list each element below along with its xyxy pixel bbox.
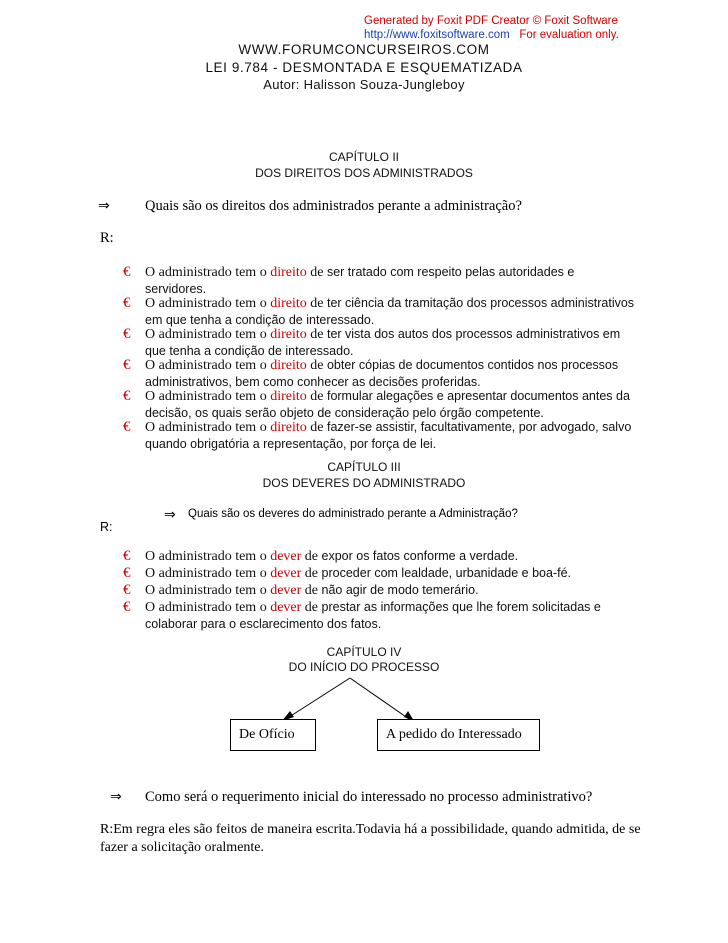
branch-line-left bbox=[286, 678, 350, 719]
list-item: O administrado tem o direito de ter ciência da tramitação dos processos administrativos em que tenha a condição de interessado. bbox=[145, 296, 635, 327]
euro-bullet-icon: € bbox=[123, 548, 131, 564]
chapter2-question: Quais são os direitos dos administrados perante a administração? bbox=[145, 198, 522, 214]
euro-bullet-icon: € bbox=[123, 599, 131, 615]
euro-bullet-icon: € bbox=[123, 264, 131, 280]
chapter4-question: Como será o requerimento inicial do interessado no processo administrativo? bbox=[145, 789, 593, 805]
chapter2-number: CAPÍTULO II bbox=[328, 150, 399, 164]
diagram-box-a-pedido: A pedido do Interessado bbox=[377, 719, 540, 751]
list-item: O administrado tem o direito de obter cópias de documentos contidos nos processos administrativos, bem como conhecer as decisões proferidas. bbox=[145, 358, 619, 389]
watermark-line1: Generated by Foxit PDF Creator © Foxit Software bbox=[364, 15, 618, 27]
euro-bullet-icon: € bbox=[123, 419, 131, 435]
chapter4-answer: R:Em regra eles são feitos de maneira escrita.Todavia há a possibilidade, quando admitida, de se fazer a solicitação oralmente. bbox=[100, 822, 641, 855]
chapter3-question: Quais são os deveres do administrado perante a Administração? bbox=[188, 508, 518, 520]
chapter3-title: DOS DEVERES DO ADMINISTRADO bbox=[262, 476, 466, 490]
watermark-note: For evaluation only. bbox=[519, 29, 619, 41]
chapter2-answer-label: R: bbox=[100, 230, 114, 246]
diagram-box-de-oficio: De Ofício bbox=[230, 719, 316, 751]
list-item: O administrado tem o dever de proceder com lealdade, urbanidade e boa-fé. bbox=[145, 566, 571, 581]
chapter4-number: CAPÍTULO IV bbox=[326, 645, 402, 659]
euro-bullet-icon: € bbox=[123, 388, 131, 404]
list-item: O administrado tem o dever de expor os fatos conforme a verdade. bbox=[145, 549, 519, 564]
euro-bullet-icon: € bbox=[123, 357, 131, 373]
euro-bullet-icon: € bbox=[123, 326, 131, 342]
header-title: LEI 9.784 - DESMONTADA E ESQUEMATIZADA bbox=[205, 60, 523, 75]
header-site: WWW.FORUMCONCURSEIROS.COM bbox=[238, 42, 490, 57]
list-item: O administrado tem o direito de fazer-se assistir, facultativamente, por advogado, salvo quando obrigatória a representação, por força de lei. bbox=[145, 420, 632, 451]
watermark-url[interactable]: http://www.foxitsoftware.com bbox=[364, 29, 510, 41]
chapter3-number: CAPÍTULO III bbox=[327, 460, 401, 474]
question-arrow-icon: ⇒ bbox=[110, 789, 122, 805]
euro-bullet-icon: € bbox=[123, 565, 131, 581]
list-item: O administrado tem o dever de não agir de modo temerário. bbox=[145, 583, 479, 598]
euro-bullet-icon: € bbox=[123, 582, 131, 598]
chapter3-answer-label: R: bbox=[100, 520, 113, 534]
list-item: O administrado tem o direito de formular alegações e apresentar documentos antes da decisão, os quais serão objeto de consideração pelo órgão competente. bbox=[145, 389, 630, 420]
chapter2-title: DOS DIREITOS DOS ADMINISTRADOS bbox=[255, 166, 473, 180]
branch-line-right bbox=[350, 678, 409, 719]
question-arrow-icon: ⇒ bbox=[164, 507, 176, 523]
list-item: O administrado tem o direito de ter vista dos autos dos processos administrativos em que tenha a condição de interessado. bbox=[145, 327, 621, 358]
list-item: O administrado tem o dever de prestar as informações que lhe forem solicitadas e colaborar para o esclarecimento dos fatos. bbox=[145, 600, 601, 631]
header-author: Autor: Halisson Souza-Jungleboy bbox=[263, 77, 465, 92]
euro-bullet-icon: € bbox=[123, 295, 131, 311]
chapter4-title: DO INÍCIO DO PROCESSO bbox=[288, 660, 440, 674]
question-arrow-icon: ⇒ bbox=[98, 198, 110, 214]
list-item: O administrado tem o direito de ser tratado com respeito pelas autoridades e servidores. bbox=[145, 265, 575, 296]
